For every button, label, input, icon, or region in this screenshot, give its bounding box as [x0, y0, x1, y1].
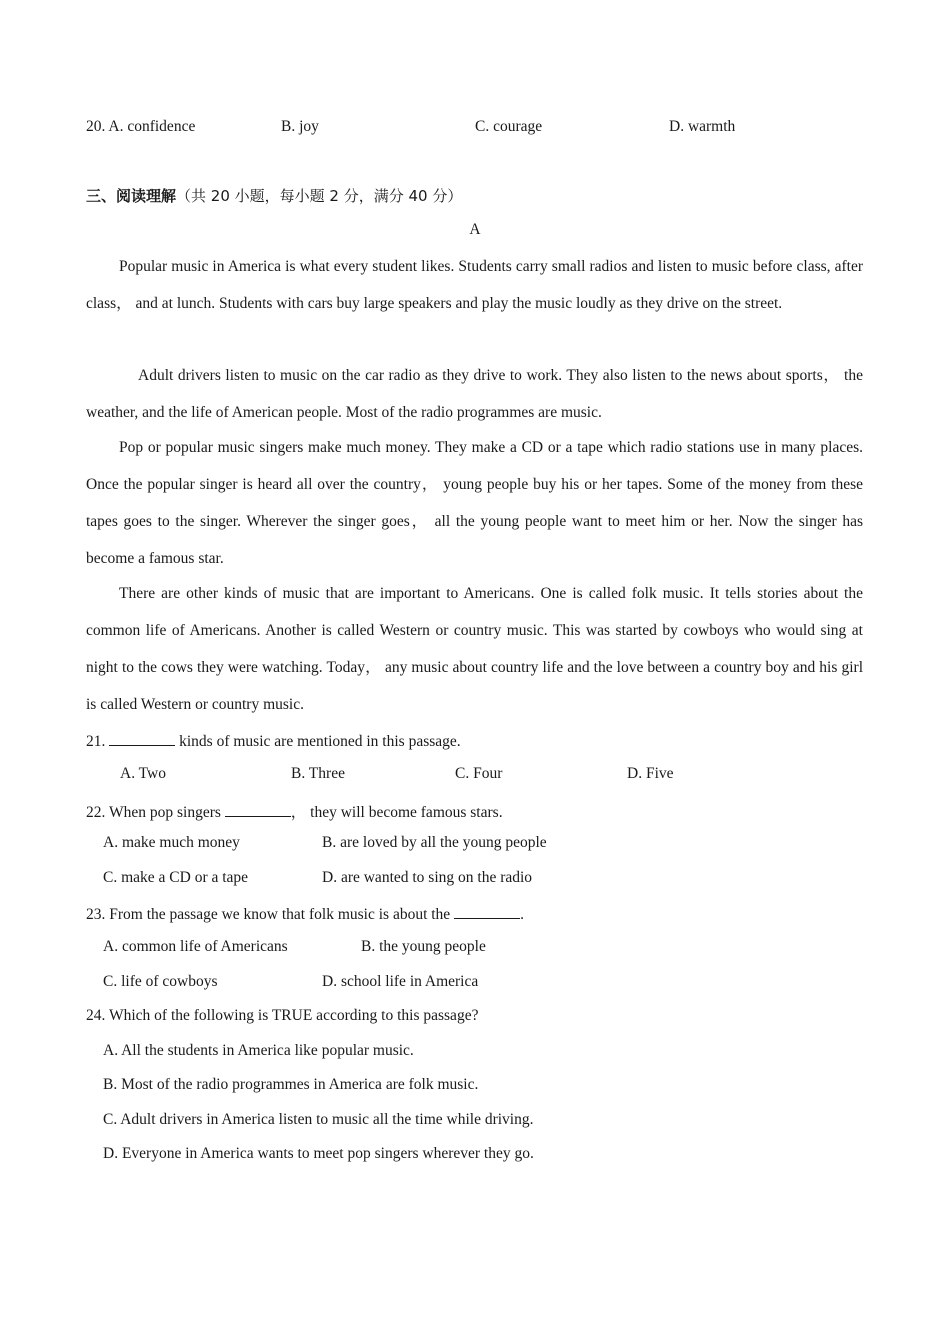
- q24-option-b: B. Most of the radio programmes in America are folk music.: [103, 1076, 479, 1093]
- q23-answer-blank: [454, 904, 520, 919]
- passage-paragraph-1: Popular music in America is what every student likes. Students carry small radios and listen to music before class, after class， and at lunch. Students with cars buy large speakers and play the music loudly as they drive on the street.: [86, 258, 863, 312]
- q20-option-b: B. joy: [281, 118, 319, 135]
- q22-option-b: B. are loved by all the young people: [322, 834, 547, 851]
- q21-option-c: C. Four: [455, 765, 503, 782]
- q22-text-before: 22. When pop singers: [86, 804, 221, 821]
- q20-stem-option-a: 20. A. confidence: [86, 118, 196, 135]
- q20-option-c: C. courage: [475, 118, 543, 135]
- q22-stem: [86, 800, 503, 822]
- q23-option-c: C. life of cowboys: [103, 973, 218, 990]
- q22-answer-blank: [225, 802, 291, 817]
- q23-stem: [86, 904, 524, 924]
- q21-number: 21.: [86, 733, 106, 750]
- q23-option-b: B. the young people: [361, 938, 486, 955]
- q23-option-a: A. common life of Americans: [103, 938, 288, 955]
- q24-stem: 24. Which of the following is TRUE according to this passage?: [86, 1007, 479, 1024]
- q20-option-d: D. warmth: [669, 118, 736, 135]
- passage-paragraph-3: Pop or popular music singers make much money. They make a CD or a tape which radio stations use in many places. Once the popular singer is heard all over the country， young people buy his or her tapes. Some of the money from these tapes goes to the singer. Wherever the singer goes， all the young people want to meet him or her. Now the singer has become a famous star.: [86, 439, 863, 567]
- q23-text-after: .: [520, 906, 524, 923]
- passage-label: A: [469, 221, 481, 238]
- q21-option-d: D. Five: [627, 765, 674, 782]
- q21-stem: [86, 731, 461, 751]
- passage-paragraph-2: Adult drivers listen to music on the car radio as they drive to work. They also listen to the news about sports， the weather, and the life of American people. Most of the radio programmes are music.: [86, 367, 863, 421]
- section-title: 三、阅读理解: [86, 187, 177, 205]
- q24-option-c: C. Adult drivers in America listen to music all the time while driving.: [103, 1111, 534, 1128]
- q22-option-d: D. are wanted to sing on the radio: [322, 869, 533, 886]
- q21-answer-blank: [109, 731, 175, 746]
- section-heading: [86, 185, 462, 206]
- q21-option-b: B. Three: [291, 765, 345, 782]
- q22-option-a: A. make much money: [103, 834, 240, 851]
- q24-option-d: D. Everyone in America wants to meet pop singers wherever they go.: [103, 1145, 534, 1162]
- section-note: （共 20 小题，每小题 2 分，满分 40 分）: [176, 187, 463, 205]
- q23-text-before: 23. From the passage we know that folk music is about the: [86, 906, 451, 923]
- q24-option-a: A. All the students in America like popular music.: [103, 1042, 414, 1059]
- q22-option-c: C. make a CD or a tape: [103, 869, 249, 886]
- passage-paragraph-4: There are other kinds of music that are important to Americans. One is called folk music. It tells stories about the common life of Americans. Another is called Western or country music. This was started by cowboys who would sing at night to the cows they were watching. Today， any music about country life and the love between a country boy and his girl is called Western or country music.: [86, 585, 863, 713]
- q21-text: kinds of music are mentioned in this passage.: [179, 733, 461, 750]
- q22-text-after: ， they will become famous stars.: [290, 804, 503, 821]
- q21-option-a: A. Two: [120, 765, 166, 782]
- q23-option-d: D. school life in America: [322, 973, 479, 990]
